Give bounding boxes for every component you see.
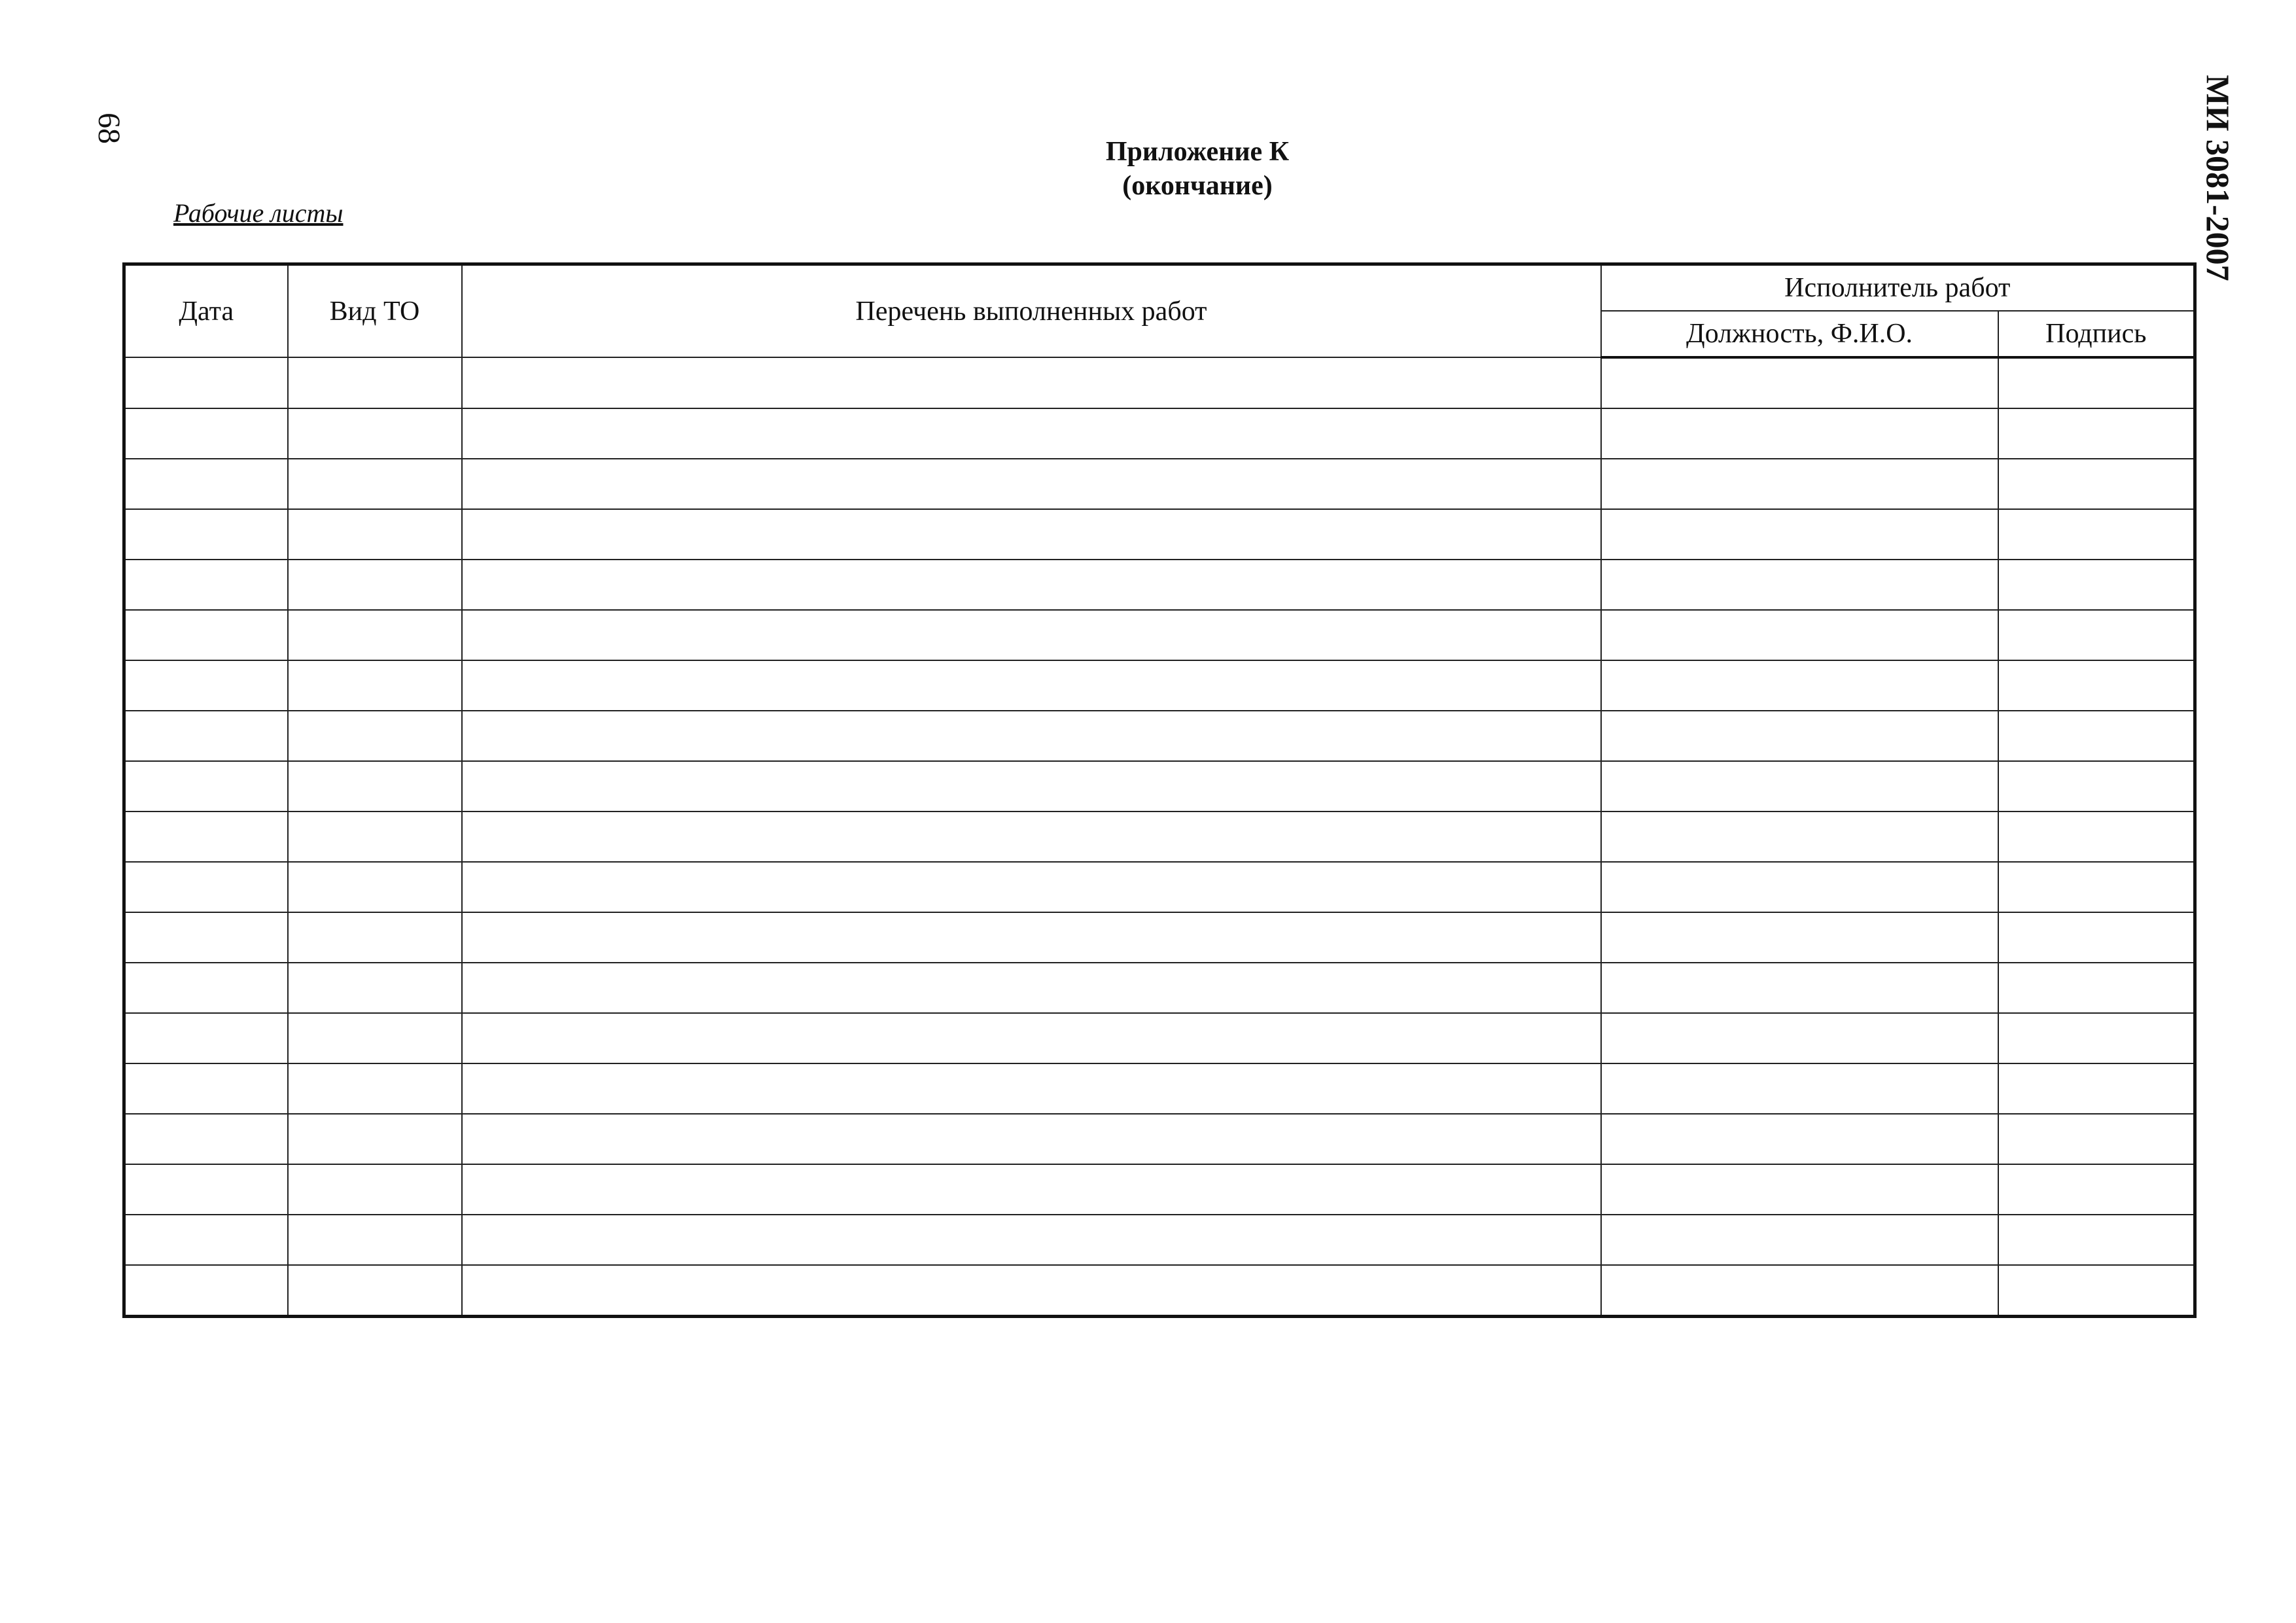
header-work-list: Перечень выполненных работ [462,264,1601,358]
cell-maintenance-type [288,459,462,509]
cell-date [124,963,288,1013]
table-header-row [124,264,2195,312]
cell-position-name [1601,408,1998,459]
cell-work-list [462,459,1601,509]
cell-position-name [1601,711,1998,761]
cell-position-name [1601,1265,1998,1317]
appendix-heading [968,135,1426,203]
table-row [124,1114,2195,1164]
table-row [124,408,2195,459]
header-executor: Исполнитель работ [1601,264,2195,312]
cell-work-list [462,1114,1601,1164]
cell-date [124,761,288,812]
cell-date [124,1265,288,1317]
cell-signature [1998,1265,2195,1317]
cell-work-list [462,812,1601,862]
table-row [124,711,2195,761]
cell-date [124,408,288,459]
cell-signature [1998,1114,2195,1164]
cell-maintenance-type [288,1063,462,1114]
cell-maintenance-type [288,660,462,711]
cell-work-list [462,1215,1601,1265]
cell-signature [1998,1063,2195,1114]
cell-work-list [462,963,1601,1013]
header-position-name: Должность, Ф.И.О. [1601,311,1998,357]
table-row [124,560,2195,610]
table-row [124,1164,2195,1215]
cell-position-name [1601,1063,1998,1114]
cell-maintenance-type [288,963,462,1013]
table-row [124,1013,2195,1063]
cell-signature [1998,1013,2195,1063]
cell-work-list [462,610,1601,660]
cell-position-name [1601,357,1998,408]
cell-work-list [462,560,1601,610]
appendix-subtitle: (окончание) [1122,171,1273,201]
cell-signature [1998,610,2195,660]
cell-signature [1998,660,2195,711]
cell-date [124,509,288,560]
cell-date [124,912,288,963]
cell-work-list [462,1164,1601,1215]
cell-signature [1998,560,2195,610]
header-date: Дата [124,264,288,358]
cell-work-list [462,1265,1601,1317]
cell-work-list [462,1063,1601,1114]
table-row [124,660,2195,711]
cell-maintenance-type [288,912,462,963]
cell-position-name [1601,812,1998,862]
cell-date [124,459,288,509]
cell-date [124,862,288,912]
cell-signature [1998,963,2195,1013]
cell-date [124,1215,288,1265]
cell-position-name [1601,610,1998,660]
cell-position-name [1601,1013,1998,1063]
cell-signature [1998,459,2195,509]
cell-position-name [1601,509,1998,560]
cell-date [124,1164,288,1215]
cell-maintenance-type [288,1265,462,1317]
cell-date [124,660,288,711]
cell-position-name [1601,963,1998,1013]
table-row [124,812,2195,862]
cell-signature [1998,1164,2195,1215]
appendix-title: Приложение К [1105,137,1290,167]
cell-maintenance-type [288,560,462,610]
table-row [124,862,2195,912]
cell-signature [1998,1215,2195,1265]
table-row [124,1063,2195,1114]
table-row [124,912,2195,963]
cell-signature [1998,357,2195,408]
cell-signature [1998,912,2195,963]
cell-maintenance-type [288,509,462,560]
table-row [124,610,2195,660]
cell-position-name [1601,862,1998,912]
cell-work-list [462,660,1601,711]
cell-work-list [462,711,1601,761]
header-signature: Подпись [1998,311,2195,357]
table-row [124,1265,2195,1317]
table-row [124,1215,2195,1265]
cell-maintenance-type [288,1215,462,1265]
cell-work-list [462,761,1601,812]
table-body [124,357,2195,1317]
cell-date [124,711,288,761]
cell-maintenance-type [288,610,462,660]
header-maintenance-type: Вид ТО [288,264,462,358]
cell-work-list [462,912,1601,963]
cell-maintenance-type [288,408,462,459]
cell-signature [1998,711,2195,761]
section-caption: Рабочие листы [173,198,344,228]
cell-maintenance-type [288,1013,462,1063]
cell-position-name [1601,1114,1998,1164]
cell-work-list [462,1013,1601,1063]
cell-position-name [1601,761,1998,812]
cell-position-name [1601,459,1998,509]
cell-signature [1998,862,2195,912]
cell-maintenance-type [288,1114,462,1164]
cell-date [124,1063,288,1114]
cell-maintenance-type [288,862,462,912]
work-log-table [122,262,2197,1318]
cell-position-name [1601,1164,1998,1215]
cell-date [124,560,288,610]
cell-signature [1998,761,2195,812]
cell-signature [1998,408,2195,459]
cell-date [124,1013,288,1063]
cell-date [124,812,288,862]
cell-work-list [462,357,1601,408]
cell-date [124,610,288,660]
cell-signature [1998,812,2195,862]
page-number: 68 [92,113,126,144]
cell-position-name [1601,1215,1998,1265]
cell-work-list [462,408,1601,459]
cell-position-name [1601,660,1998,711]
table-row [124,459,2195,509]
table-row [124,963,2195,1013]
cell-work-list [462,862,1601,912]
cell-signature [1998,509,2195,560]
cell-date [124,1114,288,1164]
cell-maintenance-type [288,711,462,761]
cell-maintenance-type [288,761,462,812]
table-row [124,761,2195,812]
cell-work-list [462,509,1601,560]
cell-maintenance-type [288,357,462,408]
cell-position-name [1601,560,1998,610]
cell-maintenance-type [288,1164,462,1215]
table-row [124,357,2195,408]
cell-date [124,357,288,408]
cell-position-name [1601,912,1998,963]
table-row [124,509,2195,560]
cell-maintenance-type [288,812,462,862]
document-code: МИ 3081-2007 [2200,75,2236,281]
